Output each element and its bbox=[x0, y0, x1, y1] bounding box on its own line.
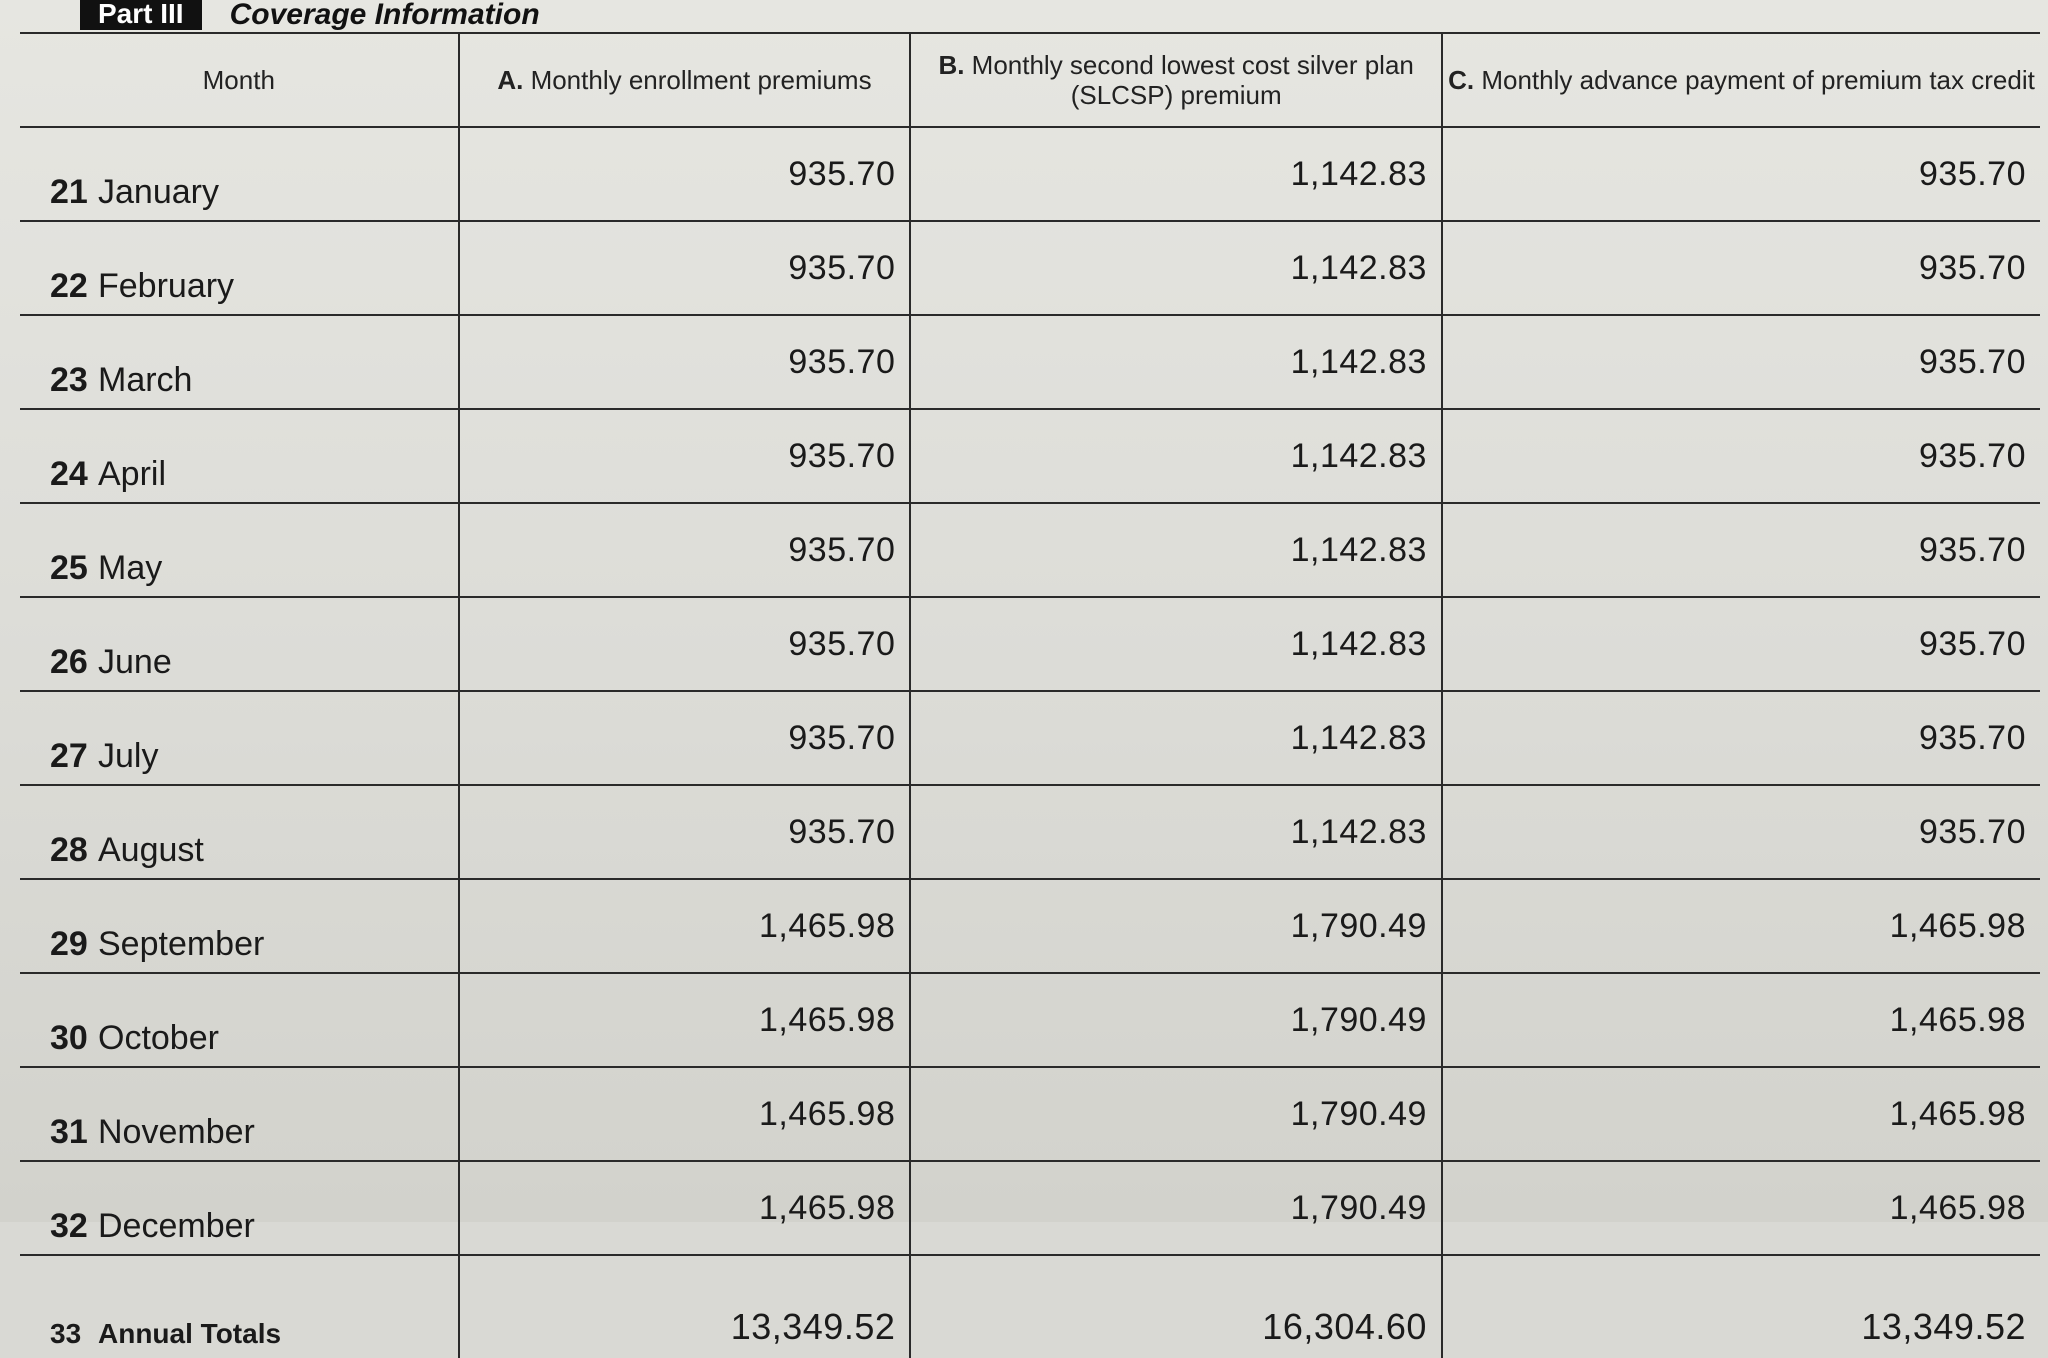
slcsp-premium-cell: 1,142.83 bbox=[910, 597, 1442, 691]
advance-ptc-cell: 935.70 bbox=[1442, 503, 2040, 597]
line-number: 29 bbox=[50, 925, 88, 963]
column-header-b bbox=[910, 33, 1442, 127]
part-title: Coverage Information bbox=[229, 0, 540, 31]
line-number: 32 bbox=[50, 1207, 88, 1245]
enrollment-premium-cell: 935.70 bbox=[459, 597, 911, 691]
totals-label-cell bbox=[20, 1255, 459, 1358]
table-row bbox=[20, 1161, 2040, 1255]
advance-ptc-cell: 935.70 bbox=[1442, 409, 2040, 503]
month-name: May bbox=[98, 549, 163, 587]
line-number: 24 bbox=[50, 455, 88, 493]
enrollment-premium-cell: 1,465.98 bbox=[459, 1067, 911, 1161]
part-label: Part III bbox=[80, 0, 202, 30]
slcsp-premium-cell: 1,790.49 bbox=[910, 973, 1442, 1067]
slcsp-premium-cell: 1,142.83 bbox=[910, 221, 1442, 315]
part-header bbox=[80, 0, 540, 30]
advance-ptc-cell: 935.70 bbox=[1442, 127, 2040, 221]
enrollment-premium-cell: 1,465.98 bbox=[459, 879, 911, 973]
line-number: 26 bbox=[50, 643, 88, 681]
enrollment-premium-cell: 935.70 bbox=[459, 503, 911, 597]
table-row bbox=[20, 127, 2040, 221]
enrollment-premium-cell: 935.70 bbox=[459, 315, 911, 409]
month-name: July bbox=[98, 737, 159, 775]
slcsp-premium-cell: 1,142.83 bbox=[910, 785, 1442, 879]
column-header-month bbox=[20, 33, 459, 127]
slcsp-premium-cell: 1,142.83 bbox=[910, 409, 1442, 503]
enrollment-premium-cell: 935.70 bbox=[459, 691, 911, 785]
month-name: September bbox=[98, 925, 265, 963]
line-number: 21 bbox=[50, 173, 88, 211]
line-number: 31 bbox=[50, 1113, 88, 1151]
column-header-a bbox=[459, 33, 911, 127]
slcsp-premium-cell: 1,142.83 bbox=[910, 315, 1442, 409]
column-header-row bbox=[20, 33, 2040, 127]
month-cell bbox=[20, 597, 459, 691]
advance-ptc-cell: 1,465.98 bbox=[1442, 1067, 2040, 1161]
slcsp-premium-cell: 1,790.49 bbox=[910, 1161, 1442, 1255]
month-cell bbox=[20, 879, 459, 973]
month-name: December bbox=[98, 1207, 255, 1245]
total-enrollment-premiums: 13,349.52 bbox=[459, 1255, 911, 1358]
column-c-text: Monthly advance payment of premium tax credit bbox=[1481, 65, 2035, 95]
slcsp-premium-cell: 1,790.49 bbox=[910, 879, 1442, 973]
line-number: 25 bbox=[50, 549, 88, 587]
table-row bbox=[20, 973, 2040, 1067]
month-name: August bbox=[98, 831, 204, 869]
totals-row bbox=[20, 1255, 2040, 1358]
advance-ptc-cell: 935.70 bbox=[1442, 221, 2040, 315]
enrollment-premium-cell: 935.70 bbox=[459, 409, 911, 503]
enrollment-premium-cell: 935.70 bbox=[459, 221, 911, 315]
table-row bbox=[20, 597, 2040, 691]
table-row bbox=[20, 785, 2040, 879]
total-slcsp-premium: 16,304.60 bbox=[910, 1255, 1442, 1358]
month-name: November bbox=[98, 1113, 255, 1151]
month-name: March bbox=[98, 361, 193, 399]
table-row bbox=[20, 409, 2040, 503]
month-cell bbox=[20, 1067, 459, 1161]
column-b-text: Monthly second lowest cost silver plan (SLCSP) premium bbox=[971, 50, 1414, 110]
slcsp-premium-cell: 1,142.83 bbox=[910, 503, 1442, 597]
month-cell bbox=[20, 973, 459, 1067]
advance-ptc-cell: 1,465.98 bbox=[1442, 973, 2040, 1067]
advance-ptc-cell: 935.70 bbox=[1442, 785, 2040, 879]
table-row bbox=[20, 691, 2040, 785]
line-number: 30 bbox=[50, 1019, 88, 1057]
month-cell bbox=[20, 409, 459, 503]
month-cell bbox=[20, 503, 459, 597]
advance-ptc-cell: 1,465.98 bbox=[1442, 1161, 2040, 1255]
month-cell bbox=[20, 785, 459, 879]
slcsp-premium-cell: 1,142.83 bbox=[910, 691, 1442, 785]
month-cell bbox=[20, 127, 459, 221]
column-b-letter: B. bbox=[938, 50, 965, 80]
column-header-month-label: Month bbox=[202, 65, 275, 95]
advance-ptc-cell: 935.70 bbox=[1442, 597, 2040, 691]
month-cell bbox=[20, 1161, 459, 1255]
column-header-c bbox=[1442, 33, 2040, 127]
month-name: February bbox=[98, 267, 235, 305]
month-cell bbox=[20, 221, 459, 315]
slcsp-premium-cell: 1,790.49 bbox=[910, 1067, 1442, 1161]
table-row bbox=[20, 221, 2040, 315]
totals-label: Annual Totals bbox=[98, 1318, 282, 1349]
advance-ptc-cell: 1,465.98 bbox=[1442, 879, 2040, 973]
line-number: 23 bbox=[50, 361, 88, 399]
month-name: January bbox=[98, 173, 219, 211]
line-number: 33 bbox=[50, 1318, 82, 1349]
column-a-text: Monthly enrollment premiums bbox=[530, 65, 872, 95]
enrollment-premium-cell: 935.70 bbox=[459, 127, 911, 221]
month-cell bbox=[20, 315, 459, 409]
table-body bbox=[20, 127, 2040, 1358]
advance-ptc-cell: 935.70 bbox=[1442, 691, 2040, 785]
slcsp-premium-cell: 1,142.83 bbox=[910, 127, 1442, 221]
month-name: October bbox=[98, 1019, 219, 1057]
month-name: April bbox=[98, 455, 167, 493]
table-row bbox=[20, 503, 2040, 597]
table-row bbox=[20, 879, 2040, 973]
advance-ptc-cell: 935.70 bbox=[1442, 315, 2040, 409]
enrollment-premium-cell: 1,465.98 bbox=[459, 973, 911, 1067]
coverage-table bbox=[20, 32, 2040, 1358]
total-advance-ptc: 13,349.52 bbox=[1442, 1255, 2040, 1358]
column-a-letter: A. bbox=[497, 65, 524, 95]
month-name: June bbox=[98, 643, 172, 681]
line-number: 22 bbox=[50, 267, 88, 305]
line-number: 28 bbox=[50, 831, 88, 869]
enrollment-premium-cell: 1,465.98 bbox=[459, 1161, 911, 1255]
column-c-letter: C. bbox=[1448, 65, 1475, 95]
enrollment-premium-cell: 935.70 bbox=[459, 785, 911, 879]
table-row bbox=[20, 315, 2040, 409]
line-number: 27 bbox=[50, 737, 88, 775]
table-row bbox=[20, 1067, 2040, 1161]
month-cell bbox=[20, 691, 459, 785]
